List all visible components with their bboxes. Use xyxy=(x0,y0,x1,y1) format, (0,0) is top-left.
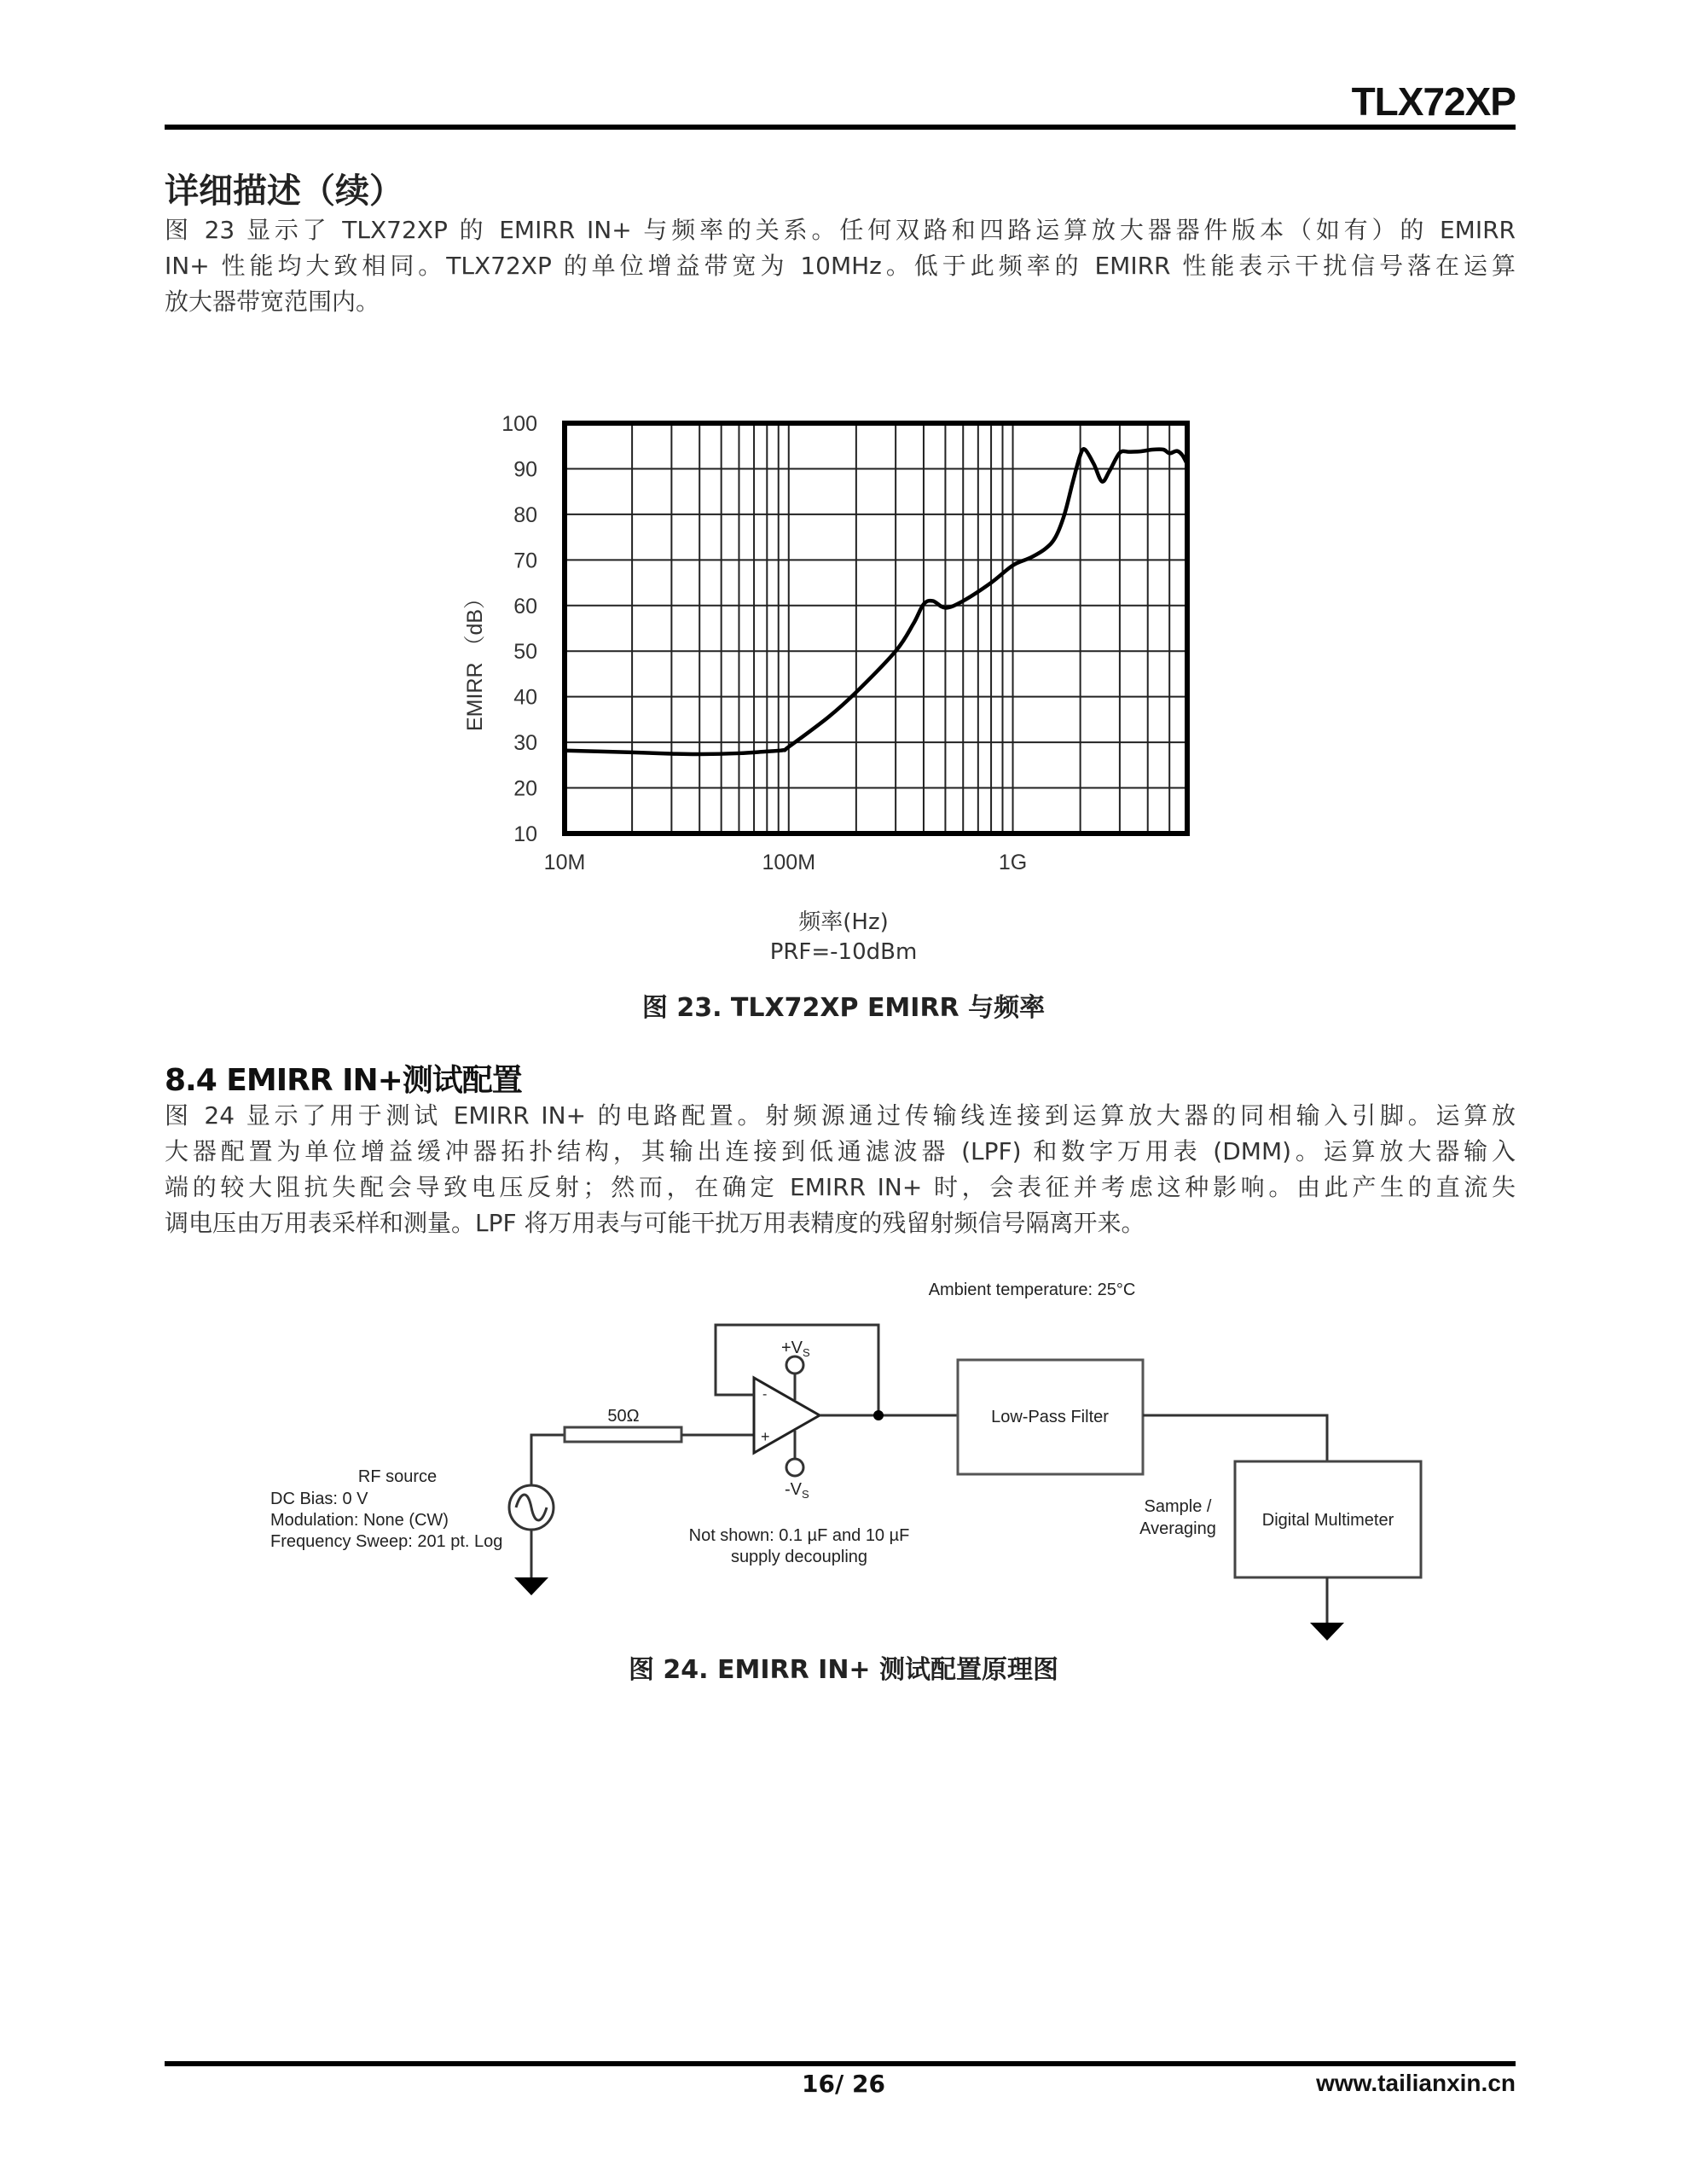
plot-frame xyxy=(565,423,1187,834)
header-rule xyxy=(165,125,1516,130)
paragraph-line: 放大器带宽范围内。 xyxy=(165,288,380,316)
opamp-minus-input-label: - xyxy=(762,1387,768,1402)
section-8-4-paragraph xyxy=(165,1098,1516,1241)
header-title: TLX72XP xyxy=(1351,79,1516,124)
minus-vs-terminal xyxy=(786,1459,803,1476)
plus-vs-label: $+V_S$ xyxy=(781,1339,810,1359)
section-title: 详细描述（续） xyxy=(165,171,403,211)
opamp-plus-input-label: + xyxy=(761,1428,770,1445)
resistor-50-ohm xyxy=(565,1427,681,1442)
y-gridlines xyxy=(565,468,1187,787)
figure-23-caption: 图 23. TLX72XP EMIRR 与频率 xyxy=(641,993,1046,1023)
y-tick-label: 40 xyxy=(513,685,537,710)
lpf-to-dmm-wire xyxy=(1143,1415,1327,1461)
y-tick-label: 90 xyxy=(513,457,537,482)
rf-source-line: DC Bias: 0 V xyxy=(270,1490,368,1508)
y-tick-label: 20 xyxy=(513,776,537,801)
footer-rule xyxy=(165,2061,1516,2066)
figure-24-caption: 图 24. EMIRR IN+ 测试配置原理图 xyxy=(628,1655,1059,1685)
emirr-series-line xyxy=(565,449,1187,754)
rf-source-line: Modulation: None (CW) xyxy=(270,1511,449,1530)
x-gridlines xyxy=(632,423,1169,834)
x-axis-note: PRF=-10dBm xyxy=(769,939,918,965)
x-tick-label: 10M xyxy=(543,851,586,874)
y-tick-label: 70 xyxy=(513,549,537,573)
x-tick-labels xyxy=(544,851,1028,874)
paragraph-line: 调电压由万用表采样和测量。LPF 将万用表与可能干扰万用表精度的残留射频信号隔离开来。 xyxy=(165,1209,1145,1237)
plus-vs-terminal xyxy=(786,1356,803,1374)
paragraph-line: IN+ 性能均大致相同。TLX72XP 的单位增益带宽为 10MHz。低于此频率的 EMIRR 性能表示干扰信号落在运算 xyxy=(165,252,1516,280)
x-tick-label: 1G xyxy=(998,851,1028,874)
ground-icon xyxy=(514,1577,548,1595)
output-node-dot xyxy=(873,1410,884,1420)
resistor-label: 50Ω xyxy=(607,1407,640,1426)
page-number: 16/ 26 xyxy=(802,2070,885,2098)
section-paragraph xyxy=(165,212,1516,320)
section-8-4-title: 8.4 EMIRR IN+测试配置 xyxy=(165,1063,522,1098)
minus-vs-label: $-V_S$ xyxy=(785,1480,809,1501)
ambient-temperature-label: Ambient temperature: 25°C xyxy=(928,1281,1136,1299)
decoupling-note: Not shown: 0.1 µF and 10 µF xyxy=(688,1526,910,1545)
decoupling-note: supply decoupling xyxy=(730,1548,868,1566)
y-tick-label: 100 xyxy=(501,412,537,436)
y-tick-labels xyxy=(501,412,537,846)
y-tick-label: 60 xyxy=(513,594,537,619)
sample-averaging-label: Averaging xyxy=(1139,1519,1216,1538)
paragraph-line: 图 24 显示了用于测试 EMIRR IN+ 的电路配置。射频源通过传输线连接到运算放大器的同相输入引脚。运算放 xyxy=(165,1101,1516,1130)
x-axis-label: 频率(Hz) xyxy=(798,909,889,935)
rf-source-title: RF source xyxy=(357,1467,438,1486)
paragraph-line: 图 23 显示了 TLX72XP 的 EMIRR IN+ 与频率的关系。任何双路和四路运算放大器器件版本（如有）的 EMIRR xyxy=(165,216,1516,244)
y-tick-label: 30 xyxy=(513,731,537,756)
y-axis-label: EMIRR （dB） xyxy=(463,587,487,732)
y-tick-label: 80 xyxy=(513,502,537,527)
rf-source-line: Frequency Sweep: 201 pt. Log xyxy=(270,1532,503,1551)
paragraph-line: 大器配置为单位增益缓冲器拓扑结构，其输出连接到低通滤波器 (LPF) 和数字万用表 (DMM)。运算放大器输入 xyxy=(165,1137,1516,1165)
y-tick-label: 10 xyxy=(513,822,537,846)
paragraph-line: 端的较大阻抗失配会导致电压反射；然而，在确定 EMIRR IN+ 时，会表征并考虑这种影响。由此产生的直流失 xyxy=(165,1173,1516,1201)
ground-icon xyxy=(1310,1623,1344,1641)
footer-url: www.tailianxin.cn xyxy=(1316,2070,1516,2096)
lpf-label: Low-Pass Filter xyxy=(991,1408,1109,1426)
test-schematic xyxy=(0,1263,1687,1655)
source-wire xyxy=(531,1435,565,1485)
emirr-chart xyxy=(0,375,1687,904)
dmm-label: Digital Multimeter xyxy=(1261,1511,1394,1530)
x-tick-label: 100M xyxy=(762,851,816,874)
sample-averaging-label: Sample / xyxy=(1144,1497,1212,1516)
sine-wave-icon xyxy=(516,1495,547,1520)
y-tick-label: 50 xyxy=(513,640,537,665)
